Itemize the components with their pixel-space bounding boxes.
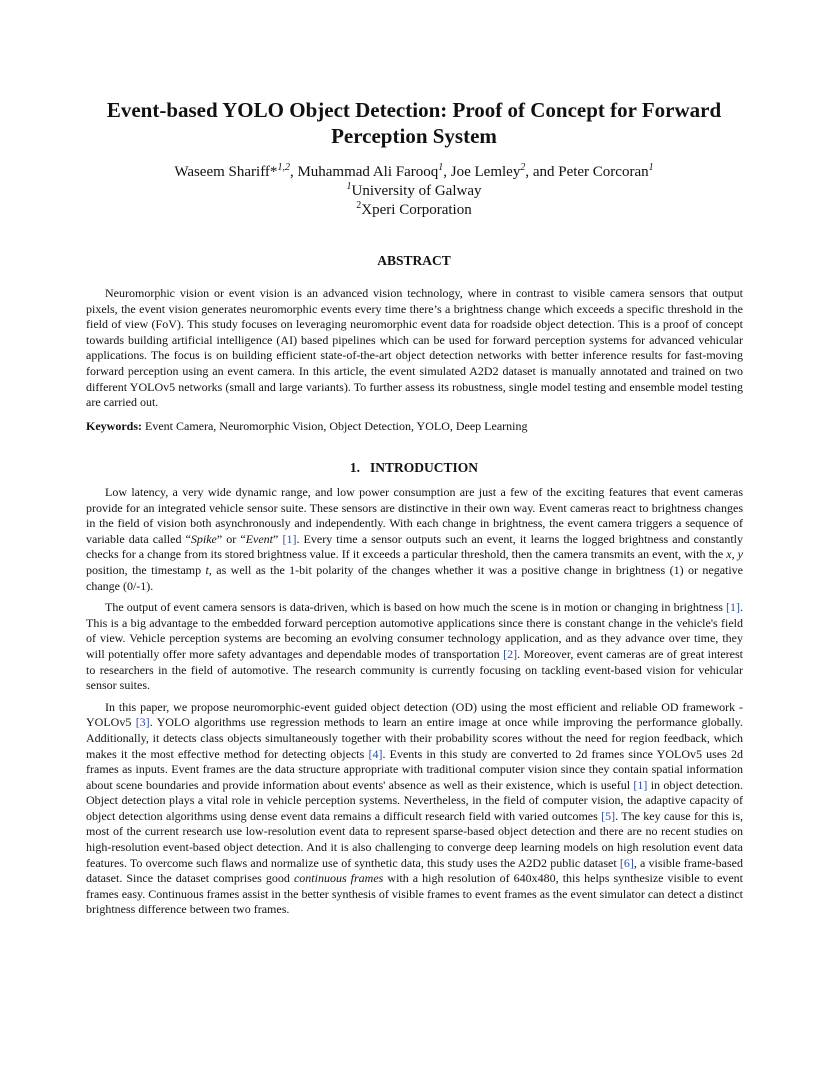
text-run: . This is a big advantage to the embedded forward perception automotive applications since there is constant change in the vehicle's field of view. Vehicle perception systems are becoming an evolving consumer technology application, and as they advance over time, they will potentially offer more safety advantages and dependable modes of transportation	[86, 600, 743, 661]
citation-link[interactable]: [1]	[282, 531, 297, 546]
author-line	[60, 163, 768, 182]
author-2-affil: 1	[438, 162, 444, 173]
author-1: Waseem Shariff*	[174, 164, 278, 180]
affiliation-1-name: University of Galway	[351, 183, 482, 199]
intro-paragraph-3	[86, 700, 743, 918]
citation-link[interactable]: [1]	[633, 777, 648, 792]
term-spike: Spike	[190, 531, 217, 546]
section-title: INTRODUCTION	[370, 460, 479, 475]
text-run: . Every time a sensor outputs such an event, it learns the logged brightness and constantly checks for a change from its stored brightness value. If it exceeds a particular threshold, then the camera transmits an event, with the	[86, 531, 743, 562]
text-run: Low latency, a very wide dynamic range, and low power consumption are just a few of the exciting features that event cameras provide for an integrated vehicle sensor suite. These sensors are distinctive in their own way. Event cameras react to brightness changes in the field of vision both asynchronously and independently. With each change in brightness, the event camera triggers a sequence of variable data called “	[86, 485, 743, 546]
keywords-line	[86, 419, 743, 435]
text-run: with a high resolution of 640x480, this helps synthesize visible to event frames easy. Continuous frames assist in the better synthesis of visible frames to event frames as the event simulator can detect a distinct brightness difference between two frames.	[86, 871, 743, 917]
citation-link[interactable]: [6]	[619, 855, 634, 870]
text-run: ”	[273, 531, 283, 546]
term-t: t	[205, 562, 209, 577]
section-heading-introduction	[60, 460, 768, 476]
author-4: , and Peter Corcoran	[525, 164, 649, 180]
author-3-affil: 2	[520, 162, 526, 173]
section-number: 1.	[349, 460, 361, 475]
keywords-text: Event Camera, Neuromorphic Vision, Object Detection, YOLO, Deep Learning	[142, 419, 528, 433]
affiliation-1	[60, 182, 768, 201]
text-run: , a visible frame-based dataset. Since the dataset comprises good	[86, 855, 743, 886]
citation-link[interactable]: [1]	[726, 600, 740, 615]
text-run: . Events in this study are converted to 2d frames since YOLOv5 uses 2d frames as inputs. Event frames are the data structure appropriate with traditional computer vision since they contain spatial information about scene boundaries and provide information about events' absence as well as their existence, which is useful	[86, 746, 743, 792]
intro-paragraph-1	[86, 485, 743, 594]
intro-paragraph-2	[86, 600, 743, 694]
text-run: in object detection. Object detection plays a vital role in vehicle perception systems. Nevertheless, in the field of computer vision, the adaptive capacity of object detection algorithms using dense event data remains a difficult research field with varied outcomes	[86, 777, 743, 823]
abstract-heading: ABSTRACT	[377, 253, 451, 268]
text-run: , as well as the 1-bit polarity of the changes whether it was a positive change in brightness (1) or negative change (0/-1).	[86, 562, 744, 593]
text-run: position, the timestamp	[86, 562, 206, 577]
citation-link[interactable]: [4]	[368, 746, 383, 761]
abstract-text: Neuromorphic vision or event vision is an advanced vision technology, where in contrast to visible camera sensors that output pixels, the event vision generates neuromorphic events every time there’s a brightness change which exceeds a specific threshold in the field of view (FoV). This study focuses on leveraging neuromorphic event data for roadside object detection. This is a proof of concept towards building artificial intelligence (AI) based pipelines which can be used for forward perception systems for advanced vehicular applications. The focus is on building efficient state-of-the-art object detection networks with better inference results for fast-moving forward perception using an event camera. In this article, the event simulated A2D2 dataset is manually annotated and trained on two different YOLOv5 networks (small and large variants). To further assess its robustness, single model testing and ensemble model testing are carried out.	[86, 286, 743, 410]
paper-title: Event-based YOLO Object Detection: Proof of Concept for Forward Perception System	[106, 98, 722, 148]
author-1-affil: 1,2	[277, 162, 290, 173]
abstract-body	[86, 286, 743, 411]
text-run: . YOLO algorithms use regression methods to learn an entire image at once while improving the performance globally. Additionally, it detects class objects simultaneously together with their probability scores without the need for region feedback, which makes it the most effective method for detecting objects	[86, 715, 743, 761]
term-xy: x, y	[726, 547, 744, 562]
term-continuous-frames: continuous frames	[293, 871, 384, 886]
author-2: , Muhammad Ali Farooq	[289, 164, 439, 180]
affiliation-2-name: Xperi Corporation	[361, 202, 472, 218]
affiliation-1-marker: 1	[346, 181, 352, 192]
citation-link[interactable]: [3]	[135, 715, 150, 730]
affiliation-2-marker: 2	[356, 200, 362, 211]
author-3: , Joe Lemley	[443, 164, 521, 180]
affiliation-2	[60, 201, 768, 220]
text-run: ” or “	[216, 531, 246, 546]
author-4-affil: 1	[648, 162, 654, 173]
introduction-body	[86, 485, 743, 918]
text-run: . Moreover, event cameras are of great interest to researchers in the field of automotive. The research community is currently focusing on tackling event-based vision for vehicular sensor suites.	[86, 646, 743, 693]
text-run: The output of event camera sensors is data-driven, which is based on how much the scene is in motion or changing in brightness	[105, 600, 726, 615]
text-run: . The key cause for this is, most of the current research use low-resolution event data to represent sparse-based object detection and there are no recent studies on high-resolution event-based object detection. And it is also challenging to converge deep learning models on high resolution event data features. To overcome such flaws and normalize use of synthetic data, this study uses the A2D2 public dataset	[86, 808, 743, 870]
text-run: In this paper, we propose neuromorphic-event guided object detection (OD) using the most efficient and reliable OD framework -YOLOv5	[86, 699, 743, 730]
term-event: Event	[245, 531, 274, 546]
keywords-label: Keywords:	[86, 419, 142, 433]
author-block	[60, 163, 768, 220]
citation-link[interactable]: [5]	[601, 808, 616, 823]
citation-link[interactable]: [2]	[503, 646, 518, 661]
